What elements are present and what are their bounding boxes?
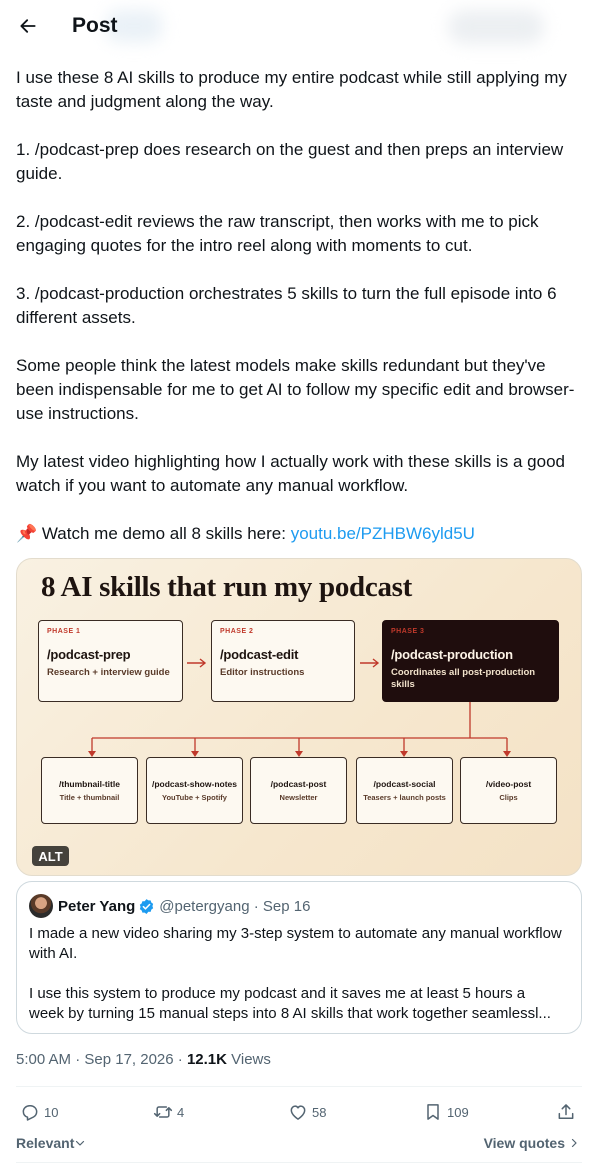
views-count: 12.1K — [186, 1051, 227, 1068]
skill-desc: YouTube + Spotify — [162, 792, 227, 802]
quote-paragraph — [29, 984, 569, 1024]
heart-icon — [288, 1102, 308, 1122]
demo-prefix: 📌 Watch me demo all 8 skills here: — [16, 524, 291, 543]
tweet-paragraph: I use these 8 AI skills to produce my entire podcast while still applying my taste and judgment along the way. — [16, 68, 567, 111]
tweet-paragraph: 2. /podcast-edit reviews the raw transcript, then works with me to pick engaging quotes for the intro reel along with moments to cut. — [16, 212, 539, 255]
views-label: Views — [226, 1051, 271, 1068]
action-bar — [16, 1096, 582, 1128]
share-icon — [556, 1102, 576, 1122]
quoted-tweet[interactable] — [16, 881, 582, 1034]
skill-name: /podcast-show-notes — [151, 778, 237, 789]
skill-name: /podcast-social — [373, 778, 436, 789]
bookmark-count: 109 — [447, 1104, 469, 1120]
repost-count: 4 — [177, 1104, 185, 1120]
phase-name: /podcast-production — [391, 647, 513, 662]
chevron-right-icon — [568, 1137, 580, 1149]
divider — [16, 1086, 582, 1087]
tweet-text — [16, 66, 584, 546]
phase-label: PHASE 2 — [220, 628, 254, 635]
repost-button[interactable] — [153, 1096, 184, 1128]
skill-desc: Newsletter — [279, 792, 318, 802]
skill-box — [41, 757, 138, 824]
skill-desc: Title + thumbnail — [59, 792, 120, 802]
skill-box — [250, 757, 347, 824]
demo-line — [16, 522, 584, 546]
post-time[interactable]: 5:00 AM · Sep 17, 2026 · — [16, 1051, 187, 1068]
reply-count: 10 — [44, 1104, 59, 1120]
quote-line: I use this system to produce my podcast and it saves me at least 5 hours a — [29, 985, 526, 1002]
phase-box-prep — [38, 620, 183, 702]
skill-desc: Teasers + launch posts — [363, 792, 446, 802]
tweet-paragraph: My latest video highlighting how I actually work with these skills is a good watch if you want to automate any manual workflow. — [16, 452, 565, 495]
alt-badge[interactable]: ALT — [32, 846, 69, 866]
phase-label: PHASE 3 — [391, 628, 425, 635]
view-quotes-label: View quotes — [483, 1135, 565, 1151]
phase-box-production — [382, 620, 559, 702]
skill-box — [460, 757, 557, 824]
skill-name: /podcast-post — [270, 778, 327, 789]
arrow-left-icon — [18, 16, 38, 36]
phase-desc: Editor instructions — [220, 667, 305, 678]
divider — [16, 1162, 582, 1163]
top-bar — [0, 0, 598, 54]
skill-box — [356, 757, 453, 824]
arrow-right-icon — [359, 658, 381, 668]
phase-name: /podcast-prep — [47, 647, 131, 662]
sort-label: Relevant — [16, 1135, 75, 1151]
share-button[interactable] — [556, 1096, 576, 1128]
bookmark-button[interactable] — [423, 1096, 469, 1128]
connector-lines — [17, 699, 582, 759]
tweet-paragraph: Some people think the latest models make skills redundant but they've been indispensable for me to get AI to follow my specific edit and browser-use instructions. — [16, 356, 575, 423]
post-timestamp — [16, 1051, 271, 1068]
sort-dropdown[interactable] — [16, 1135, 86, 1151]
skill-name: /video-post — [485, 778, 532, 789]
reply-button[interactable] — [20, 1096, 58, 1128]
phase-desc: Research + interview guide — [47, 667, 170, 678]
bookmark-icon — [423, 1102, 443, 1122]
quote-line: week by turning 15 manual steps into 8 AI skills that work together seamlessl... — [29, 1005, 551, 1022]
arrow-right-icon — [186, 658, 208, 668]
tweet-paragraph: 3. /podcast-production orchestrates 5 skills to turn the full episode into 6 different assets. — [16, 284, 557, 327]
like-count: 58 — [312, 1104, 327, 1120]
verified-badge-icon — [138, 898, 155, 915]
media-image[interactable] — [16, 558, 582, 876]
demo-link[interactable]: youtu.be/PZHBW6yld5U — [290, 524, 475, 543]
like-button[interactable] — [288, 1096, 326, 1128]
phase-label: PHASE 1 — [47, 628, 81, 635]
phase-box-edit — [211, 620, 355, 702]
quote-body — [29, 924, 569, 1024]
reply-sort-row — [16, 1133, 582, 1155]
image-title: 8 AI skills that run my podcast — [41, 571, 412, 603]
avatar[interactable] — [29, 894, 53, 918]
back-button[interactable] — [10, 8, 46, 44]
repost-icon — [153, 1102, 173, 1122]
blurred-region — [448, 10, 544, 44]
quote-handle: @petergyang — [159, 897, 250, 915]
skill-name: /thumbnail-title — [59, 778, 120, 789]
quote-author-name[interactable]: Peter Yang — [58, 897, 136, 915]
view-quotes-link[interactable] — [484, 1135, 580, 1151]
page-title: Post — [72, 14, 118, 37]
quote-date: Sep 16 — [262, 897, 311, 915]
tweet-paragraph: 1. /podcast-prep does research on the guest and then preps an interview guide. — [16, 140, 564, 183]
quote-paragraph: I made a new video sharing my 3-step system to automate any manual workflow with AI. — [29, 925, 562, 962]
skill-desc: Clips — [499, 792, 518, 802]
skill-box — [146, 757, 243, 824]
phase-name: /podcast-edit — [220, 647, 299, 662]
phase-desc: Coordinates all post-production skills — [391, 667, 536, 690]
chevron-down-icon — [74, 1137, 86, 1149]
quote-header — [29, 894, 569, 918]
reply-icon — [20, 1102, 40, 1122]
quote-separator: · — [249, 897, 263, 915]
